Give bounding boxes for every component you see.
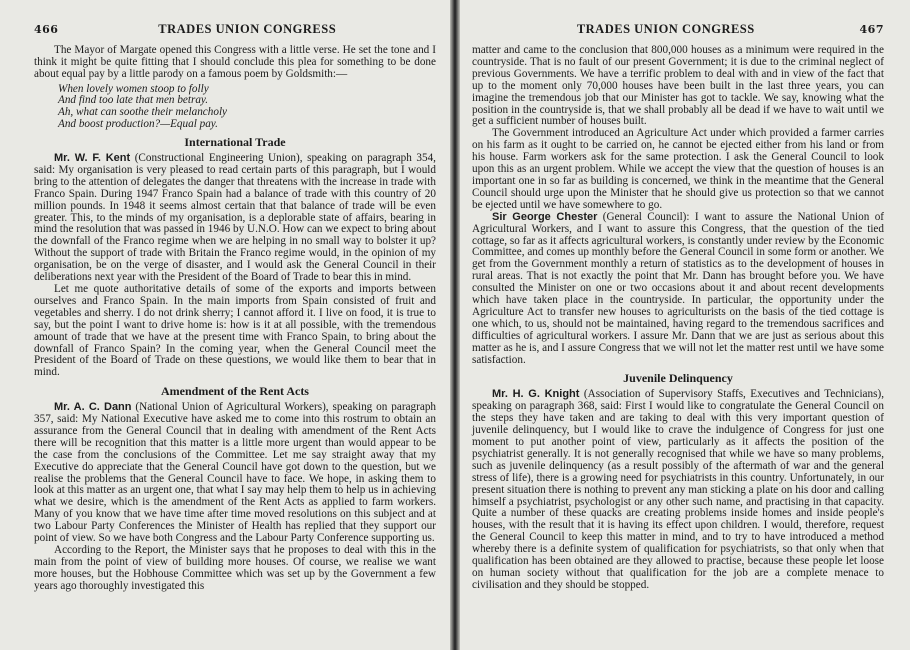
dann-continued-paragraph-2: The Government introduced an Agriculture Act under which provided a farmer carries on his farm as it ought to be carried on, he cannot be ejected either from his land or from his house. Farm workers ask for the same protection. I ask the General Council to look upon this as an urgent problem. While we accept the view that the question of houses is an important one in so far as building is concerned, we think in the meantime that the General Council should urge upon the Minister that he should give us protection so that we cannot be ejected until we have somewhere to go. [472,127,884,211]
speaker-name: Mr. A. C. Dann [54,401,132,414]
dann-continued-paragraph: matter and came to the conclusion that 800,000 houses as a minimum were required in the countryside. That is no fault of our present Government; it is due to the criminal neglect of previous Governments. We have a terrific problem to deal with and in view of the fact that up to the moment only 70,000 houses have been built in the last three years, you can imagine the tremendous job that our Minister has got to tackle. We say, knowing what the position in the countryside is, that we shall probably all be dead if we have to wait until we get a sufficient number of houses built. [472,44,884,128]
poem [58,84,436,130]
poem-line: When lovely women stoop to folly [58,82,209,95]
left-page-header [34,22,436,37]
right-page [460,0,910,650]
dann-speech-paragraph-2: According to the Report, the Minister says that he proposes to deal with this in the main from the point of view of building more houses. Of course, we realise we want more houses, but the Hobhouse Committee which was set up by the Government a few years ago thoroughly investigated this [34,544,436,592]
left-page [0,0,450,650]
knight-speech-paragraph [472,389,884,591]
speaker-name: Mr. H. G. Knight [492,388,580,401]
speech-text: (National Union of Agricultural Workers), speaking on paragraph 357, said: My National Executive have asked me to come into this rostrum to obtain an assurance from the General Council that in dealing with amendment of the Rent Acts there will be recognition that this matter is a little more urgent than would appear to be the case from the conclusions of the Committee. Let me say straight away that my Executive do appreciate that the General Council have got down to the question, but we realise the problems that the General Council have to face. We hope, in asking them to look at this matter as an urgent one, that what I say may help them to help us in achieving what we desire, which is the amendment of the Rent Acts as applied to farm workers. Many of you know that we have time after time moved resolutions on this subject and at two Labour Party Conferences the Minister of Health has replied that they support our point of view. So we have both Congress and the Labour Party Conference supporting us. [34,401,437,545]
kent-speech-paragraph-2: Let me quote authoritative details of some of the exports and imports between ourselves and Franco Spain. In the main imports from Spain consisted of fruit and vegetables and sherry. I do not drink sherry; I cannot afford it. I live on food, it is true to say, but the point I want to drive home is: how is it at all possible, with the tremendous amount of trade that we have at the present time with Franco Spain, to bring about the downfall of Franco Spain? In the coming year, when the General Council meet the President of the Board of Trade on these questions, we would like them to bear that in mind. [34,282,436,379]
page-number-right: 467 [859,23,884,36]
page-number-left: 466 [34,23,59,36]
right-page-header [472,22,884,37]
book-gutter [450,0,460,650]
poem-line: Ah, what can soothe their melancholy [58,105,228,118]
running-title-right: TRADES UNION CONGRESS [576,22,755,36]
speech-text: (Association of Supervisory Staffs, Executives and Technicians), speaking on paragraph 368, said: First I would like to congratulate the General Council on the steps they have taken and are taking to deal with this very important question of juvenile delinquency, but I would like to crave the indulgence of Congress for just one moment to put another point of view, particularly as it affects the position of the psychiatrist generally. It is not generally recognised that while we have so many problems, such as juvenile delinquency (as a result possibly of the aftermath of war and the general stress of life), there is a growing need for psychiatrists in this country. Unfortunately, in our present situation there is nothing to prevent any man sticking a plate on his door and calling himself a psychiatrist, psychologist or any other such name, and practising in that capacity. Quite a number of these quacks are creating problems inside homes and inside people's houses, with the result that it is having its effect upon children. I would, therefore, request the General Council to keep this matter in mind, and to try to have introduced a method whereby there is a definite system of qualification for psychiatrists, so that only when that qualification has been obtained are they allowed to practise, because these people let loose on human society without that qualification for the job are a complete menace to civilisation and they should be stopped. [472,388,884,591]
section-heading-international-trade: International Trade [184,135,286,150]
intro-paragraph: The Mayor of Margate opened this Congress with a little verse. He set the tone and I think it might be quite fitting that I should conclude this plea for something to be done about equal pay by a little parody on a famous poem by Goldsmith:— [34,44,436,80]
section-heading-juvenile-delinquency: Juvenile Delinquency [623,371,733,386]
right-page-body [472,45,884,592]
speech-text: (Constructional Engineering Union), speaking on paragraph 354, said: My organisation is very pleased to read certain parts of this paragraph, but I would bring to the attention of delegates the danger that threatens with the increase in trade with Franco Spain. During 1947 Franco Spain had a balance of trade with this country of 20 million pounds. In 1948 it seems almost certain that that balance of trade will be even greater. This, to the minds of my organisation, is a deplorable state of affairs, bearing in mind the resolution that was passed in 1946 by U.N.O. How can we expect to bring about the downfall of the Franco regime when we are helping in no small way to bolster it up? Without the support of trade with Britain the Franco regime would, in the opinion of my organisation, be on the verge of disaster, and I would ask the General Council in their deliberations next year with the President of the Board of Trade to bear this in mind. [34,152,436,284]
speaker-name: Mr. W. F. Kent [54,152,131,164]
speaker-name: Sir George Chester [492,210,598,223]
kent-speech-paragraph [34,153,436,284]
left-page-body [34,45,436,593]
chester-speech-paragraph [472,212,884,367]
section-heading-rent-acts: Amendment of the Rent Acts [161,384,309,399]
dann-speech-paragraph [34,402,436,545]
speech-text: (General Council): I want to assure the National Union of Agricultural Workers, and I want to assure this Congress, that the question of the tied cottage, so far as it affects agricultural workers, is constantly under review by the Economic Committee, and comes up monthly before the General Council in some form or another. We get from the Government monthly a return of statistics as to the development of houses in rural areas. That is not exactly the point that Mr. Dann has brought before you. We have consulted the Minister on one or two occasions about it and about recent developments which have taken place in the countryside. In particular, the opportunity under the Agriculture Act to transfer new houses to agriculturists on the basis of the tied cottage is one which, to us, should not be maintained, having regard to the tremendous sacrifices and difficulties of agricultural workers. I assure Mr. Dann that we are just as serious about this matter as he is, and I assure Congress that we will not let the matter rest until we have some satisfaction. [472,210,885,366]
poem-line: And boost production?—Equal pay. [58,117,218,130]
running-title-left: TRADES UNION CONGRESS [158,22,337,36]
poem-line: And find too late that men betray. [58,94,209,107]
